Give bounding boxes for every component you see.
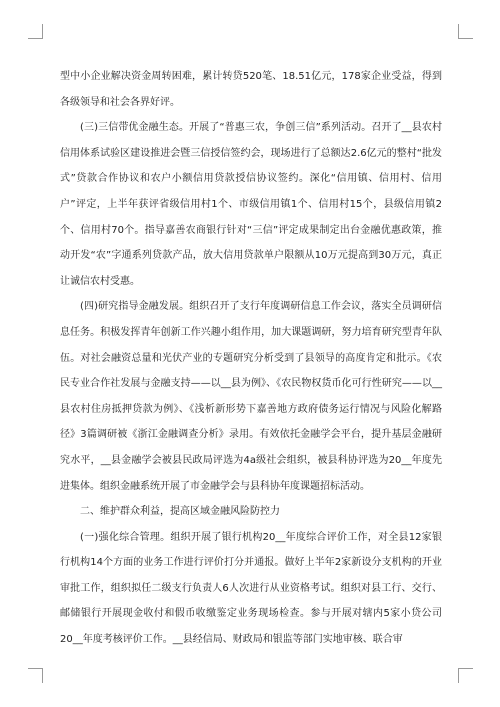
paragraph-credit-ecosystem: (三)三信带优金融生态。开展了“普惠三农，争创三信”系列活动。召开了__县农村信用体系试验区建设推进会暨三信授信签约会，现场进行了总额达2.6亿元的整村“批发式”贷款合作协议和农户小额信用贷款授信协议签约。深化“信用镇、信用村、信用户”评定，上半年获评省级信用村1个、市级信用镇1个、信用村15个，县级信用镇2个、信用村70个。指导嘉善农商银行针对“三信”评定成果制定出台金融优惠政策，推动开发“农”字通系列贷款产品，放大信用贷款单户限额从10万元提高到30万元，真正让诚信农村受惠。 — [60, 122, 442, 287]
paragraph-comprehensive-management: (一)强化综合管理。组织开展了银行机构20__年度综合评价工作，对全县12家银行机构14个方面的业务工作进行评价打分并通报。做好上半年2家新设分支机构的开业审批工作，组织拟任二级支行负责人6人次进行从业资格考试。组织对县工行、交行、邮储银行开展现金收付和假币收缴鉴定业务现场检查。参与开展对辖内5家小贷公司20__年度考核评价工作。__县经信局、财政局和银监等部门实地审核、联合审 — [60, 531, 442, 646]
crop-mark-top-left — [28, 24, 43, 39]
paragraph-continuation: 型中小企业解决资金周转困难，累计转贷520笔、18.51亿元，178家企业受益，得到各级领导和社会各界好评。 — [60, 71, 442, 108]
document-body — [60, 64, 442, 653]
crop-mark-bottom-left — [28, 668, 43, 683]
section-heading-2: 二、维护群众利益，提高区域金融风险防控力 — [80, 506, 280, 518]
crop-mark-bottom-right — [458, 668, 473, 683]
paragraph-research-guidance: (四)研究指导金融发展。组织召开了支行年度调研信息工作会议，落实全员调研信息任务。积极发挥青年创新工作兴趣小组作用，加大课题调研，努力培育研究型青年队伍。对社会融资总量和光伏产业的专题研究分析受到了县领导的高度肯定和批示。《农民专业合作社发展与金融支持——以__县为例》、《农民物权货币化可行性研究——以__县农村住房抵押贷款为例》、《浅析新形势下嘉善地方政府债务运行情况与风险化解路径》3篇调研被《浙江金融调查分析》录用。有效依托金融学会平台，提升基层金融研究水平，__县金融学会被县民政局评选为4a级社会组织，被县科协评选为20__年度先进集体。组织金融系统开展了市金融学会与县科协年度课题招标活动。 — [60, 301, 442, 492]
crop-mark-top-right — [458, 24, 473, 39]
